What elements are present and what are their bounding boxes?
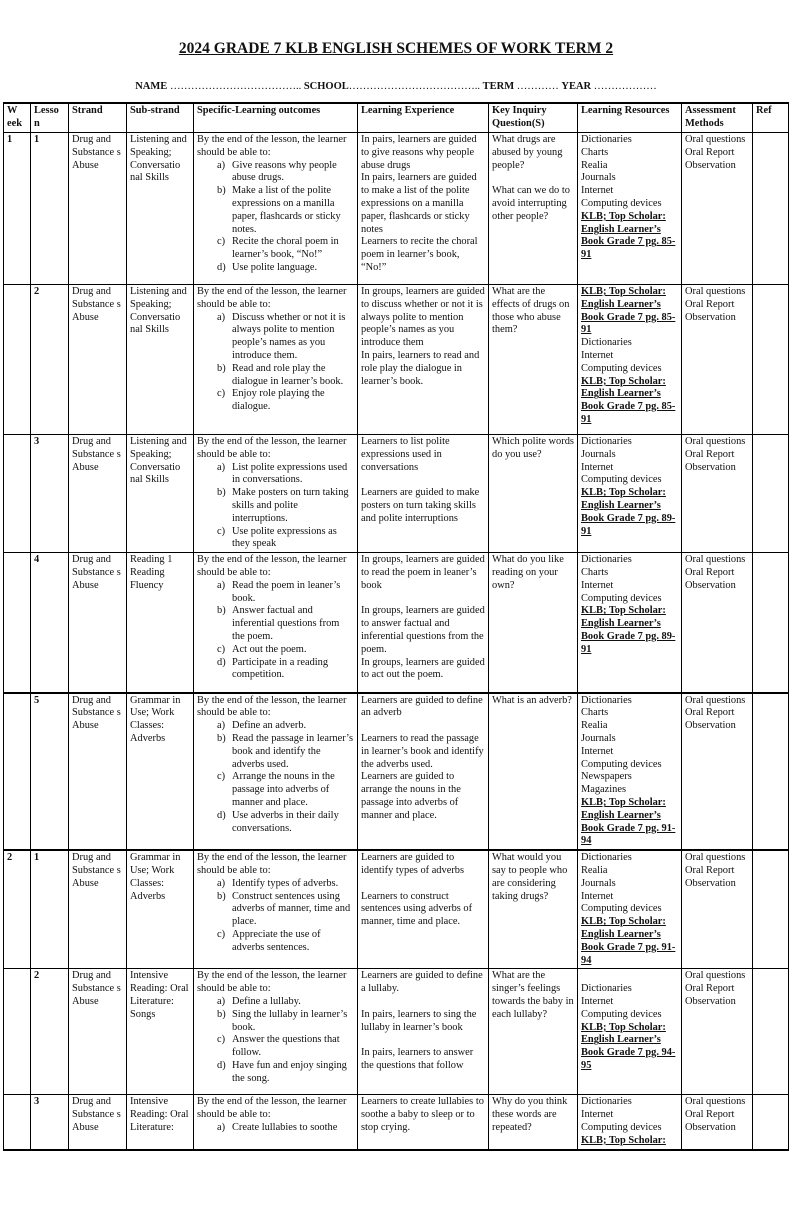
assessment-cell: Oral questions Oral Report Observation [682,850,753,969]
outcome-marker: d) [217,261,226,273]
resource-item: Newspapers [581,771,632,783]
resource-item: Journals [581,733,616,745]
strand-cell: Drug and Substance s Abuse [69,693,127,851]
week-cell [4,285,31,435]
ref-cell [753,850,789,969]
week-cell [4,693,31,851]
outcome-text: Make posters on turn taking skills and polite interruptions. [232,487,349,524]
column-header: Assessment Methods [682,103,753,133]
outcome-item [197,1009,354,1035]
outcome-text: Use polite expressions as they speak [232,525,337,550]
substrand-cell: Intensive Reading: Oral Literature: [127,1095,194,1150]
ref-cell [753,1095,789,1150]
outcome-text: Act out the poem. [232,643,307,655]
outcomes-cell [194,969,358,1095]
outcome-item [197,891,354,929]
resource-item: Dictionaries [581,852,632,864]
outcome-text: Sing the lullaby in learner’s book. [232,1008,348,1033]
outcome-item [197,487,354,525]
lesson-cell: 1 [31,133,69,285]
substrand-cell: Listening and Speaking; Conversatio nal Skills [127,435,194,553]
ref-cell [753,553,789,693]
name-label: NAME [135,81,168,92]
assessment-cell: Oral questions Oral Report Observation [682,133,753,285]
inquiry-question-cell: What would you say to people who are considering taking drugs? [489,850,578,969]
outcome-item [197,720,354,733]
outcome-item [197,363,354,389]
inquiry-question-cell: Which polite words do you use? [489,435,578,553]
lesson-cell: 1 [31,850,69,969]
outcome-marker: c) [217,643,226,655]
table-row [4,435,789,553]
column-header: Learning Experience [358,103,489,133]
outcome-marker: b) [217,487,226,499]
resource-item: Dictionaries [581,134,632,145]
outcome-item [197,236,354,262]
outcomes-intro: By the end of the lesson, the learner should be able to: [197,694,347,719]
assessment-cell: Oral questions Oral Report Observation [682,553,753,693]
outcome-text: Have fun and enjoy singing the song. [232,1059,347,1084]
resource-item: Computing devices [581,1008,662,1020]
outcome-marker: c) [217,1034,226,1046]
outcome-marker: c) [217,236,226,248]
outcomes-intro: By the end of the lesson, the learner should be able to: [197,286,347,310]
table-row [4,553,789,693]
substrand-cell: Grammar in Use; Work Classes: Adverbs [127,850,194,969]
lesson-cell: 3 [31,1095,69,1150]
resource-book-reference: KLB; Top Scholar: English Learner’s Book Grade 7 pg. 89-91 [581,487,676,537]
resource-item [581,970,678,983]
outcome-text: Give reasons why people abuse drugs. [232,159,337,184]
inquiry-question-cell: What drugs are abused by young people? What can we do to avoid interrupting other people? [489,133,578,285]
resource-book-reference: KLB; Top Scholar: English Learner’s Book Grade 7 pg. 91-94 [581,797,676,847]
outcome-marker: d) [217,809,226,821]
resource-book-reference: KLB; Top Scholar: English Learner’s Book Grade 7 pg. 91-94 [581,916,676,966]
strand-cell: Drug and Substance s Abuse [69,1095,127,1150]
column-header: Lesso n [31,103,69,133]
experience-cell: Learners to create lullabies to soothe a baby to sleep or to stop crying. [358,1095,489,1150]
outcome-marker: b) [217,362,226,374]
inquiry-question-cell: What are the singer’s feelings towards the baby in each lullaby? [489,969,578,1095]
outcome-item [197,771,354,809]
outcome-item [197,580,354,606]
outcome-item [197,1122,354,1135]
resources-cell [578,850,682,969]
resource-item: Journals [581,877,616,889]
outcome-text: Arrange the nouns in the passage into adverbs of manner and place. [232,771,335,809]
resource-item: Computing devices [581,592,662,604]
table-header-row [4,103,789,133]
resource-item: Dictionaries [581,694,632,706]
outcome-text: Use adverbs in their daily conversations. [232,809,339,834]
resource-item: Computing devices [581,362,662,374]
strand-cell: Drug and Substance s Abuse [69,285,127,435]
school-label: SCHOOL [303,81,349,92]
outcome-text: Read the passage in learner’s book and identify the adverbs used. [232,733,353,770]
outcome-item [197,160,354,186]
outcomes-intro: By the end of the lesson, the learner should be able to: [197,852,347,877]
outcome-item [197,810,354,836]
inquiry-question-cell: Why do you think these words are repeated? [489,1095,578,1150]
resource-item: Computing devices [581,197,662,209]
column-header: Sub-strand [127,103,194,133]
strand-cell: Drug and Substance s Abuse [69,435,127,553]
outcome-marker: b) [217,605,226,617]
outcome-text: Enjoy role playing the dialogue. [232,388,325,413]
resource-item: Dictionaries [581,1096,632,1108]
year-label: YEAR [561,81,592,92]
column-header: Specific-Learning outcomes [194,103,358,133]
column-header: Ref [753,103,789,133]
resource-item: Dictionaries [581,337,632,349]
outcome-item [197,644,354,657]
resource-item: Internet [581,461,614,473]
column-header: W eek [4,103,31,133]
resources-cell [578,285,682,435]
assessment-cell: Oral questions Oral Report Observation [682,285,753,435]
resource-item: Charts [581,707,609,719]
table-row [4,1095,789,1150]
week-cell [4,969,31,1095]
substrand-cell: Reading 1 Reading Fluency [127,553,194,693]
experience-cell: In groups, learners are guided to discuss whether or not it is always polite to mention people’s names as you introduce them In pairs, learners to read and role play the dialogue in learner’s book. [358,285,489,435]
outcome-text: Recite the choral poem in learner’s book, “No!” [232,236,339,261]
outcome-text: List polite expressions used in conversations. [232,461,348,486]
lesson-cell: 4 [31,553,69,693]
resource-item: Computing devices [581,474,662,486]
outcomes-intro: By the end of the lesson, the learner should be able to: [197,134,347,158]
outcome-marker: a) [217,1122,226,1133]
assessment-cell: Oral questions Oral Report Observation [682,435,753,553]
resource-book-reference: KLB; Top Scholar: English Learner’s Book Grade 7 pg. 89-91 [581,605,676,655]
table-row [4,693,789,851]
table-row [4,850,789,969]
resource-item: Dictionaries [581,554,632,566]
year-field[interactable]: ……………… [591,81,657,92]
lesson-cell: 2 [31,285,69,435]
resource-item: Realia [581,865,608,877]
document-title: 2024 GRADE 7 KLB ENGLISH SCHEMES OF WORK TERM 2 [178,40,614,57]
outcome-item [197,929,354,955]
outcome-text: Discuss whether or not it is always polite to mention people’s names as you introduce them. [232,311,346,361]
outcome-text: Answer the questions that follow. [232,1034,340,1059]
outcome-marker: a) [217,579,226,591]
outcome-text: Appreciate the use of adverbs sentences. [232,929,321,953]
week-cell [4,553,31,693]
outcome-marker: c) [217,525,226,537]
lesson-cell: 5 [31,693,69,851]
outcome-marker: d) [217,656,226,668]
resource-item: Magazines [581,784,627,796]
ref-cell [753,435,789,553]
experience-cell: Learners to list polite expressions used in conversations Learners are guided to make posters on turn taking skills and polite interruptions [358,435,489,553]
week-cell [4,435,31,553]
outcome-text: Create lullabies to soothe [232,1122,338,1133]
ref-cell [753,133,789,285]
outcomes-cell [194,553,358,693]
resource-item: Internet [581,890,614,902]
outcome-text: Make a list of the polite expressions on a manilla paper, flashcards or sticky notes. [232,185,341,235]
outcomes-cell [194,285,358,435]
outcomes-cell [194,693,358,851]
resource-item: Journals [581,448,616,460]
resource-book-reference: KLB; Top Scholar: [581,1134,666,1146]
week-cell [4,1095,31,1150]
strand-cell: Drug and Substance s Abuse [69,850,127,969]
resource-item: Dictionaries [581,436,632,447]
assessment-cell: Oral questions Oral Report Observation [682,693,753,851]
ref-cell [753,285,789,435]
assessment-cell: Oral questions Oral Report Observation [682,969,753,1095]
resource-item: Realia [581,720,608,732]
outcome-item [197,526,354,552]
outcomes-intro: By the end of the lesson, the learner should be able to: [197,970,347,995]
substrand-cell: Grammar in Use; Work Classes: Adverbs [127,693,194,851]
outcome-item [197,185,354,236]
substrand-cell: Listening and Speaking; Conversatio nal Skills [127,133,194,285]
inquiry-question-cell: What is an adverb? [489,693,578,851]
resource-item: Internet [581,185,614,197]
resources-cell [578,969,682,1095]
experience-cell: In pairs, learners are guided to give reasons why people abuse drugs In pairs, learners are guided to make a list of the polite expressions on a manilla paper, flashcards or sticky notes Learners to recite the choral poem in learner’s book, “No!” [358,133,489,285]
outcomes-cell [194,850,358,969]
resources-cell [578,133,682,285]
outcome-item [197,388,354,414]
table-row [4,133,789,285]
outcome-text: Define an adverb. [232,720,307,732]
lesson-cell: 3 [31,435,69,553]
resource-item: Internet [581,579,614,591]
assessment-cell: Oral questions Oral Report Observation [682,1095,753,1150]
lesson-cell: 2 [31,969,69,1095]
resource-item: Realia [581,159,608,171]
outcome-text: Participate in a reading competition. [232,656,329,681]
inquiry-question-cell: What do you like reading on your own? [489,553,578,693]
outcomes-cell [194,1095,358,1150]
outcome-marker: b) [217,1008,226,1020]
outcome-marker: b) [217,733,226,745]
outcome-item [197,1034,354,1060]
outcome-item [197,733,354,771]
outcome-marker: a) [217,461,226,473]
strand-cell: Drug and Substance s Abuse [69,969,127,1095]
outcome-marker: c) [217,771,226,783]
outcome-text: Read the poem in leaner’s book. [232,579,341,604]
outcome-marker: a) [217,877,226,889]
week-cell: 1 [4,133,31,285]
strand-cell: Drug and Substance s Abuse [69,553,127,693]
experience-cell: Learners are guided to identify types of adverbs Learners to construct sentences using adverbs of manner, time and place. [358,850,489,969]
table-row [4,285,789,435]
resource-item: Computing devices [581,758,662,770]
outcome-text: Read and role play the dialogue in learner’s book. [232,362,344,387]
schemes-table [3,102,789,1151]
resource-item: Internet [581,745,614,757]
outcome-marker: d) [217,1059,226,1071]
resource-item: Computing devices [581,1122,662,1133]
resources-cell [578,553,682,693]
experience-cell: In groups, learners are guided to read the poem in leaner’s book In groups, learners are guided to answer factual and inferential questions from the poem. In groups, learners are guided to act out the poem. [358,553,489,693]
inquiry-question-cell: What are the effects of drugs on those who abuse them? [489,285,578,435]
header-fields [0,81,792,92]
outcomes-cell [194,133,358,285]
resources-cell [578,435,682,553]
outcome-text: Use polite language. [232,261,318,273]
resource-book-reference: KLB; Top Scholar: English Learner’s Book Grade 7 pg. 85-91 [581,375,676,425]
outcome-marker: b) [217,185,226,197]
resource-book-reference: KLB; Top Scholar: English Learner’s Book Grade 7 pg. 94-95 [581,1021,676,1071]
strand-cell: Drug and Substance s Abuse [69,133,127,285]
outcome-marker: a) [217,311,226,323]
outcome-item [197,605,354,643]
name-field[interactable]: ……………………………….. [167,81,304,92]
column-header: Strand [69,103,127,133]
column-header: Learning Resources [578,103,682,133]
resource-item: Internet [581,349,614,361]
resource-book-reference: KLB; Top Scholar: English Learner’s Book Grade 7 pg. 85-91 [581,210,676,261]
resource-item: Computing devices [581,903,662,915]
school-field[interactable]: ……………………………….. [348,81,483,92]
experience-cell: Learners are guided to define a lullaby. In pairs, learners to sing the lullaby in learner’s book In pairs, learners to answer the questions that follow [358,969,489,1095]
resource-item: Charts [581,146,609,158]
week-cell: 2 [4,850,31,969]
outcome-text: Answer factual and inferential questions from the poem. [232,605,340,642]
outcome-item [197,1060,354,1086]
resource-item: Charts [581,566,609,578]
outcomes-intro: By the end of the lesson, the learner should be able to: [197,1096,347,1121]
ref-cell [753,693,789,851]
experience-cell: Learners are guided to define an adverb Learners to read the passage in learner’s book and identify the adverbs used. Learners are guided to arrange the nouns in the passage into adverbs of manner and place. [358,693,489,851]
outcome-marker: c) [217,929,226,941]
outcome-marker: c) [217,388,226,400]
ref-cell [753,969,789,1095]
resource-item: Journals [581,172,616,184]
outcome-item [197,462,354,488]
resource-book-reference: KLB; Top Scholar: English Learner’s Book Grade 7 pg. 85-91 [581,286,676,336]
outcome-marker: a) [217,720,226,732]
outcome-text: Construct sentences using adverbs of manner, time and place. [232,890,351,928]
term-field[interactable]: ………… [514,81,562,92]
outcome-marker: b) [217,890,226,902]
resource-item: Internet [581,996,614,1007]
outcomes-intro: By the end of the lesson, the learner should be able to: [197,436,347,460]
outcome-item [197,996,354,1009]
resource-item: Internet [581,1109,614,1121]
substrand-cell: Listening and Speaking; Conversatio nal Skills [127,285,194,435]
term-label: TERM [482,81,515,92]
outcome-marker: a) [217,996,226,1007]
outcome-marker: a) [217,159,226,171]
resource-item: Dictionaries [581,983,632,995]
outcomes-cell [194,435,358,553]
resources-cell [578,1095,682,1150]
outcome-item [197,657,354,683]
outcome-item [197,878,354,891]
outcome-text: Identify types of adverbs. [232,877,339,889]
table-row [4,969,789,1095]
column-header: Key Inquiry Question(S) [489,103,578,133]
outcome-item [197,312,354,363]
resources-cell [578,693,682,851]
outcome-item [197,262,354,275]
outcomes-intro: By the end of the lesson, the learner should be able to: [197,554,347,578]
substrand-cell: Intensive Reading: Oral Literature: Songs [127,969,194,1095]
outcome-text: Define a lullaby. [232,996,301,1007]
